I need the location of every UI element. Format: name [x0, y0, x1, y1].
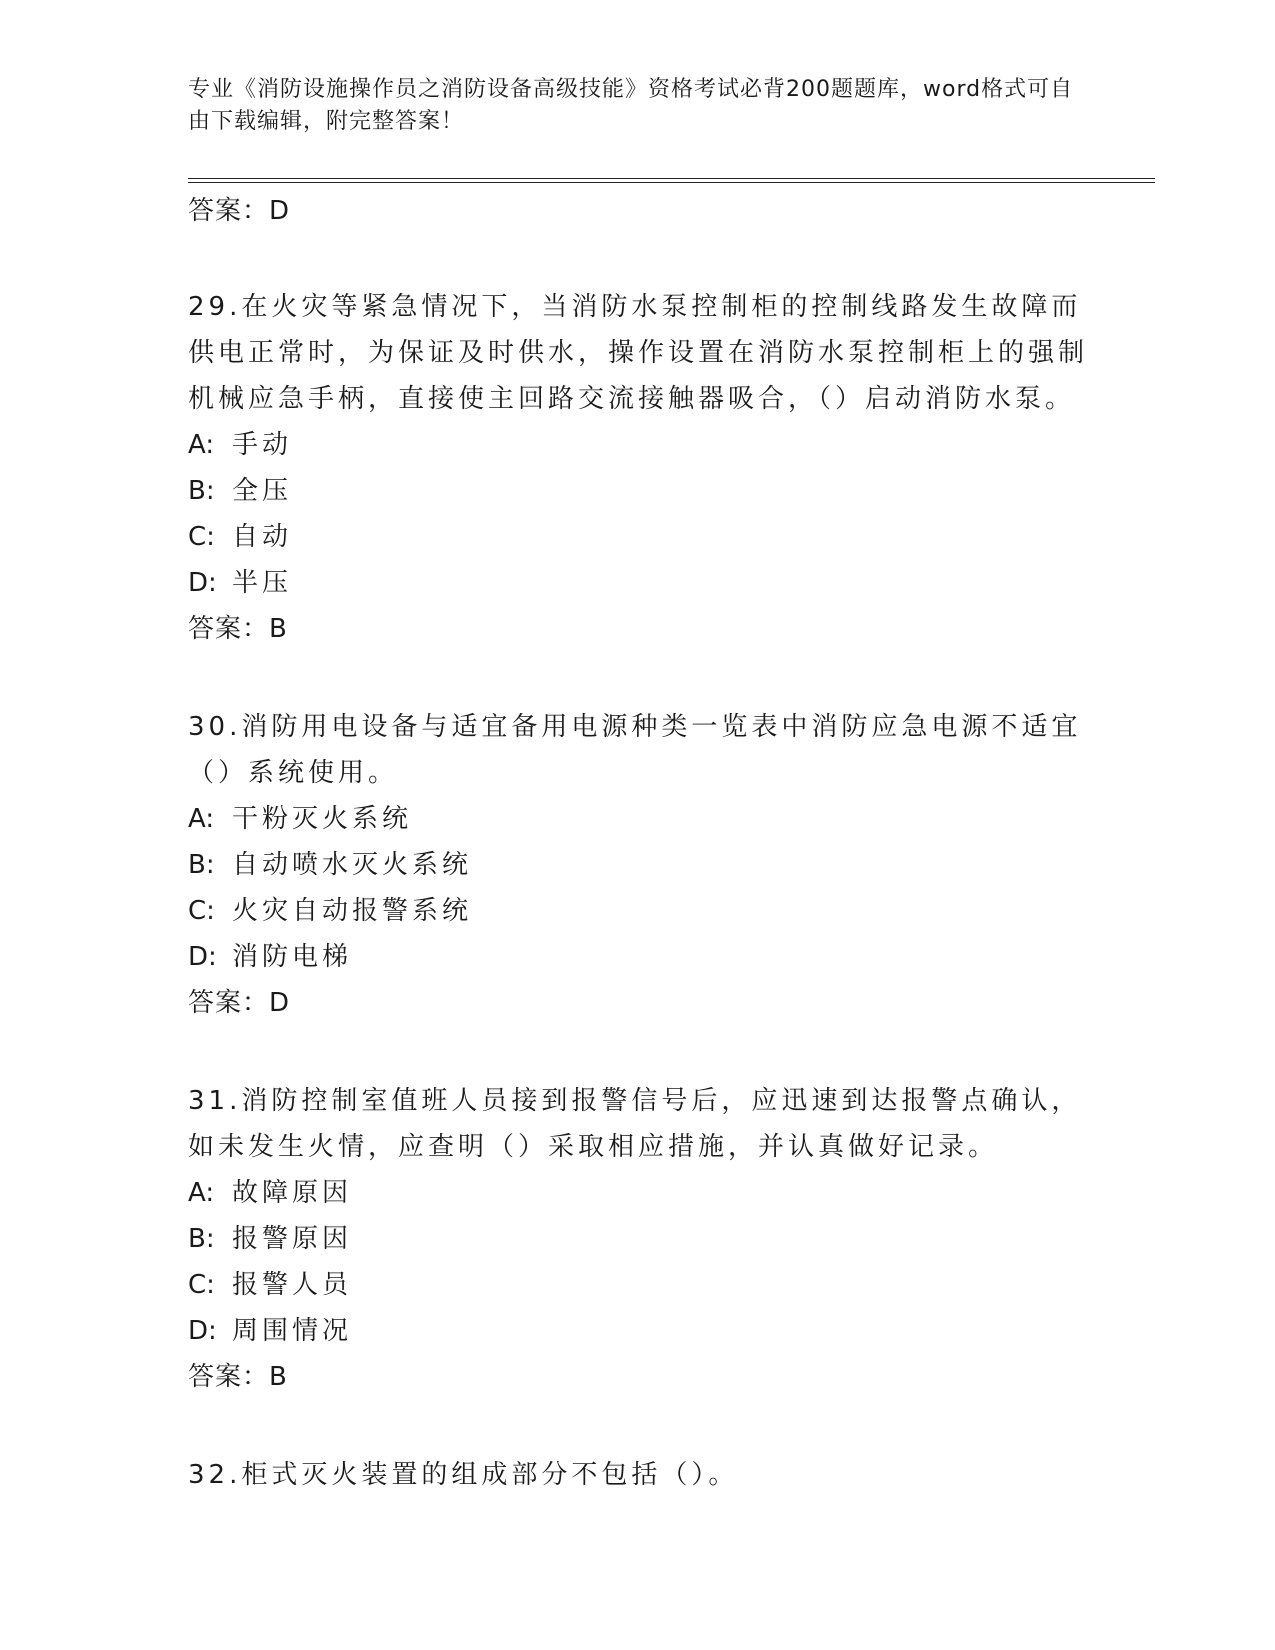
option-a: [188, 796, 1088, 842]
option-text: 手动: [232, 430, 293, 460]
option-b: [188, 842, 1088, 888]
option-b: [188, 468, 1088, 514]
option-text: 周围情况: [232, 1316, 353, 1346]
option-b: [188, 1216, 1088, 1262]
option-letter: C:: [188, 1270, 215, 1300]
option-text: 报警原因: [232, 1224, 353, 1254]
option-d: [188, 934, 1088, 980]
option-c: [188, 514, 1088, 560]
question-31: [188, 1078, 1088, 1400]
question-29: [188, 284, 1088, 652]
option-c: [188, 1262, 1088, 1308]
header-divider: [188, 178, 1155, 183]
option-letter: C:: [188, 896, 215, 926]
answer-line: 答案：D: [188, 988, 291, 1018]
option-letter: A:: [188, 430, 215, 460]
option-text: 报警人员: [232, 1270, 353, 1300]
question-text: 31.消防控制室值班人员接到报警信号后，应迅速到达报警点确认，如未发生火情，应查明（）采取相应措施，并认真做好记录。: [188, 1086, 1082, 1162]
option-letter: B:: [188, 1224, 215, 1254]
option-letter: D:: [188, 942, 217, 972]
option-text: 自动喷水灭火系统: [232, 850, 473, 880]
option-a: [188, 1170, 1088, 1216]
option-d: [188, 1308, 1088, 1354]
option-letter: A:: [188, 804, 215, 834]
answer-line: 答案：D: [188, 196, 291, 226]
option-d: [188, 560, 1088, 606]
option-letter: D:: [188, 568, 217, 598]
option-letter: B:: [188, 850, 215, 880]
option-text: 故障原因: [232, 1178, 353, 1208]
option-letter: D:: [188, 1316, 217, 1346]
option-text: 消防电梯: [232, 942, 353, 972]
question-32: [188, 1452, 1088, 1498]
option-letter: C:: [188, 522, 215, 552]
question-list: [188, 190, 1088, 1498]
option-text: 干粉灭火系统: [232, 804, 413, 834]
question-text: 32.柜式灭火装置的组成部分不包括（）。: [188, 1460, 739, 1490]
document-header: 专业《消防设施操作员之消防设备高级技能》资格考试必背200题题库，word格式可自由下载编辑，附完整答案！: [188, 77, 1074, 134]
option-text: 自动: [232, 522, 293, 552]
answer-line: 答案：B: [188, 1362, 288, 1392]
option-text: 全压: [232, 476, 293, 506]
option-text: 火灾自动报警系统: [232, 896, 473, 926]
question-30: [188, 704, 1088, 1026]
option-letter: B:: [188, 476, 215, 506]
option-c: [188, 888, 1088, 934]
question-text: 30.消防用电设备与适宜备用电源种类一览表中消防应急电源不适宜（）系统使用。: [188, 712, 1082, 788]
option-text: 半压: [232, 568, 293, 598]
option-letter: A:: [188, 1178, 215, 1208]
answer-line: 答案：B: [188, 614, 288, 644]
question-text: 29.在火灾等紧急情况下，当消防水泵控制柜的控制线路发生故障而供电正常时，为保证及时供水，操作设置在消防水泵控制柜上的强制机械应急手柄，直接使主回路交流接触器吸合，（）启动消防水泵。: [188, 292, 1089, 414]
option-a: [188, 422, 1088, 468]
